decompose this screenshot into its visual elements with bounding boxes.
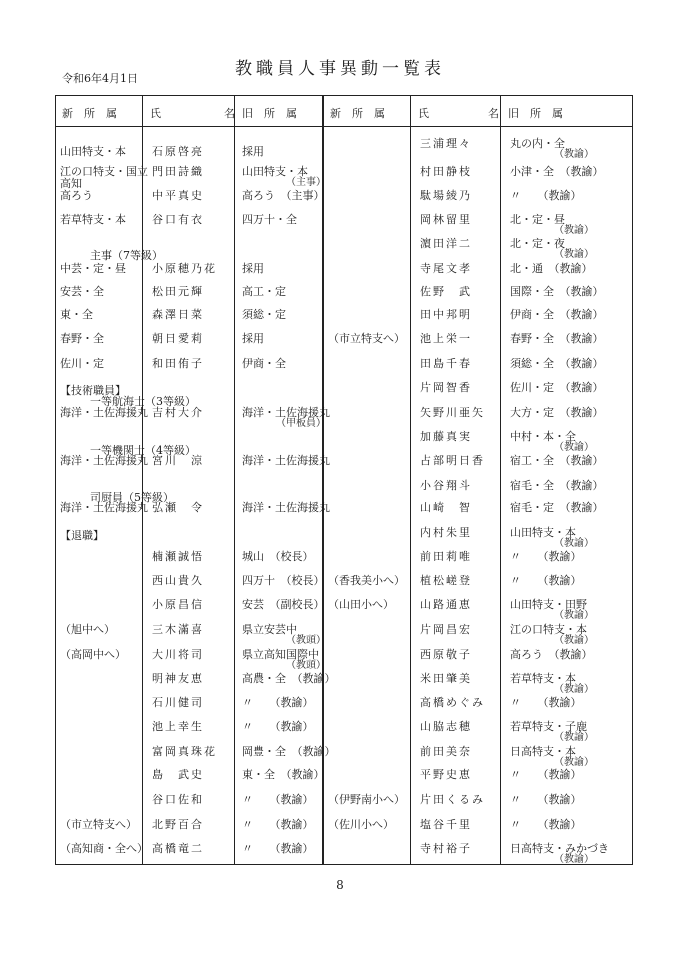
section-kokai3: 一等航海士（3等級） [90, 395, 196, 408]
person-name: 小原昌信 [152, 598, 204, 611]
person-name: 植松嵯登 [420, 574, 472, 587]
old-affiliation-main: 高ろう （教諭） [510, 648, 593, 661]
person-name: 吉村大介 [152, 406, 204, 419]
person-name: 片田くるみ [420, 793, 485, 806]
old-affiliation [510, 673, 598, 696]
person-name: 佐野 武 [420, 285, 472, 298]
old-affiliation [242, 455, 330, 466]
person-name: 西原敬子 [420, 648, 472, 661]
new-affiliation: 若草特支・本 [60, 213, 126, 226]
old-affiliation [510, 842, 609, 866]
old-affiliation-main: 宿毛・定 （教諭） [510, 501, 604, 514]
section-gijutsu: 【技術職員】 [60, 384, 126, 397]
old-affiliation-main: 日高特支・本 [510, 745, 576, 758]
new-affiliation: 海洋・土佐海援丸 [60, 454, 148, 467]
person-name: 山脇志穂 [420, 720, 472, 733]
section-shuji7: 主事（7等級） [90, 249, 163, 262]
page-number: 8 [336, 878, 344, 892]
person-name: 小原穂乃花 [152, 262, 217, 275]
old-affiliation [242, 166, 330, 189]
old-affiliation [510, 501, 604, 514]
person-name: 西山貴久 [152, 574, 204, 587]
new-affiliation: （山田小へ） [328, 598, 394, 611]
old-affiliation [242, 624, 330, 647]
old-affiliation [242, 672, 336, 685]
old-affiliation [510, 308, 604, 321]
old-affiliation [242, 819, 330, 830]
old-affiliation-main: 山田特支・田野 [510, 598, 587, 611]
person-name: 明神友恵 [152, 672, 204, 685]
old-position: （教頭） [286, 635, 326, 646]
person-name: 駄場綾乃 [420, 189, 472, 202]
old-affiliation [242, 214, 330, 225]
person-name: 谷口有衣 [152, 213, 204, 226]
new-affiliation: （佐川小へ） [328, 818, 394, 831]
old-affiliation-main: 山田特支・本 [510, 526, 576, 539]
person-name: 石原啓亮 [152, 145, 204, 158]
old-position: （教諭） [554, 225, 594, 236]
person-name: 前田美奈 [420, 745, 472, 758]
new-affiliation: （高知商・全へ） [60, 842, 148, 855]
new-affiliation: 安芸・全 [60, 285, 104, 298]
person-name: 池上幸生 [152, 720, 204, 733]
old-affiliation-main: 城山 （校長） [242, 550, 314, 563]
old-affiliation-main: 須総・定 [242, 308, 286, 321]
old-affiliation-main: 国際・全 （教諭） [510, 285, 604, 298]
column-divider [142, 96, 143, 864]
old-affiliation-main: 〃 （教諭） [510, 768, 582, 781]
column-divider [410, 96, 411, 864]
old-affiliation [510, 527, 598, 550]
person-name: 田島千春 [420, 357, 472, 370]
person-name: 三木滿喜 [152, 623, 204, 636]
old-affiliation-main: 北・定・昼 [510, 213, 565, 226]
old-affiliation [510, 479, 604, 492]
old-affiliation [242, 745, 336, 758]
person-name: 石川健司 [152, 696, 204, 709]
header-old-affiliation-right: 旧 所 属 [508, 107, 563, 120]
old-affiliation [510, 285, 604, 298]
person-name: 占部明日香 [420, 454, 485, 467]
document-title: 教職員人事異動一覧表 [235, 59, 445, 79]
old-affiliation-main: 〃 （教諭） [510, 793, 582, 806]
old-affiliation [242, 333, 330, 344]
old-affiliation-main: 伊商・全 [242, 357, 286, 370]
old-affiliation [510, 190, 598, 201]
person-name: 大川将司 [152, 648, 204, 661]
old-affiliation-main: 高農・全 （教諭） [242, 672, 336, 685]
old-affiliation-main: 〃 （教諭） [510, 818, 582, 831]
old-affiliation [510, 165, 604, 178]
person-name: 加藤真実 [420, 430, 472, 443]
old-affiliation-main: 須総・全 （教諭） [510, 357, 604, 370]
new-affiliation: （香我美小へ） [328, 574, 405, 587]
old-affiliation-main: 佐川・定 （教諭） [510, 381, 604, 394]
old-affiliation [242, 649, 330, 672]
old-affiliation [510, 431, 598, 454]
old-affiliation [242, 309, 330, 320]
header-old-affiliation-left: 旧 所 属 [242, 107, 297, 120]
person-name: 楠瀬誠悟 [152, 550, 204, 563]
old-affiliation-main: 海洋・土佐海援丸 [242, 406, 330, 419]
old-position: （教諭） [554, 732, 594, 743]
old-affiliation-main: 〃 （教諭） [510, 574, 582, 587]
old-position: （教諭） [554, 684, 594, 695]
old-affiliation [510, 332, 604, 345]
person-name: 片岡昌宏 [420, 623, 472, 636]
header-new-affiliation-left: 新 所 属 [62, 107, 117, 120]
person-name: 森澤日菜 [152, 308, 204, 321]
old-affiliation-main: 北・通 （教諭） [510, 262, 593, 275]
old-affiliation-main: 採用 [242, 262, 264, 275]
old-affiliation [510, 624, 598, 647]
old-affiliation [242, 358, 330, 369]
old-affiliation-main: 江の口特支・本 [510, 623, 587, 636]
old-affiliation-main: 県立安芸中 [242, 623, 297, 636]
old-affiliation [242, 502, 330, 513]
old-position: （甲板員） [276, 418, 326, 429]
old-position: （教諭） [554, 757, 594, 768]
person-name: 平野史恵 [420, 768, 472, 781]
person-name: 寺村裕子 [420, 842, 472, 855]
old-affiliation-main: 海洋・土佐海援丸 [242, 501, 330, 514]
old-affiliation-main: 岡豊・全 （教諭） [242, 745, 336, 758]
new-affiliation: 海洋・土佐海援丸 [60, 406, 148, 419]
old-affiliation-main: 高ろう （主事） [242, 189, 325, 202]
column-divider [500, 96, 501, 864]
old-affiliation-main: 四万十 （校長） [242, 574, 325, 587]
old-affiliation-main: 県立高知国際中 [242, 648, 319, 661]
person-name: 高橋めぐみ [420, 696, 485, 709]
header-name-right-b: 名 [488, 107, 499, 120]
person-name: 中平真史 [152, 189, 204, 202]
old-affiliation-main: 〃 （教諭） [242, 720, 314, 733]
person-name: 谷口佐和 [152, 793, 204, 806]
old-affiliation [510, 381, 604, 394]
person-name: 高橋竜二 [152, 842, 204, 855]
old-affiliation [242, 843, 330, 854]
person-name: 島 武史 [152, 768, 204, 781]
old-affiliation [510, 769, 598, 780]
old-position: （教諭） [554, 249, 594, 260]
old-affiliation [510, 551, 598, 562]
old-affiliation-main: 〃 （教諭） [510, 696, 582, 709]
old-affiliation-main: 宿工・全 （教諭） [510, 454, 604, 467]
new-affiliation: （伊野南小へ） [328, 793, 405, 806]
person-name: 田中邦明 [420, 308, 472, 321]
header-name-right-a: 氏 [418, 107, 429, 120]
person-name: 宮川 涼 [152, 454, 204, 467]
person-name: 池上栄一 [420, 332, 472, 345]
person-name: 松田元輝 [152, 285, 204, 298]
old-position: （教諭） [554, 610, 594, 621]
old-affiliation [510, 721, 598, 744]
new-affiliation: 江の口特支・国立高知 [60, 165, 148, 190]
old-position: （教諭） [554, 149, 594, 160]
old-affiliation-main: 丸の内・全 [510, 137, 565, 150]
old-affiliation-main: 高工・定 [242, 285, 286, 298]
old-affiliation-main: 伊商・全 （教諭） [510, 308, 604, 321]
old-affiliation-main: 四万十・全 [242, 213, 297, 226]
person-name: 矢野川亜矢 [420, 406, 485, 419]
new-affiliation: 高ろう [60, 189, 93, 202]
old-affiliation-main: 日高特支・みかづき [510, 842, 609, 855]
old-affiliation-main: 採用 [242, 145, 264, 158]
old-affiliation [510, 263, 598, 274]
old-affiliation [510, 599, 598, 622]
old-affiliation [510, 454, 604, 467]
new-affiliation: 春野・全 [60, 332, 104, 345]
old-affiliation-main: 若草特支・本 [510, 672, 576, 685]
section-taishoku: 【退職】 [60, 529, 104, 542]
new-affiliation: （市立特支へ） [60, 818, 137, 831]
new-affiliation: （市立特支へ） [328, 332, 405, 345]
person-name: 弘瀬 令 [152, 501, 204, 514]
section-shireiin5: 司厨員（5等級） [90, 491, 174, 504]
old-affiliation-main: 宿毛・全 （教諭） [510, 479, 604, 492]
old-affiliation [510, 238, 598, 261]
old-affiliation [242, 769, 330, 780]
document-date: 令和6年4月1日 [62, 72, 138, 85]
person-name: 寺尾文孝 [420, 262, 472, 275]
old-affiliation-main: 〃 （教諭） [242, 842, 314, 855]
old-affiliation [242, 551, 330, 562]
new-affiliation: （高岡中へ） [60, 648, 126, 661]
old-affiliation [242, 286, 330, 297]
old-affiliation [242, 697, 330, 708]
old-affiliation [510, 575, 598, 586]
person-name: 富岡真珠花 [152, 745, 217, 758]
old-position: （教諭） [554, 854, 594, 865]
old-affiliation-main: 〃 （教諭） [510, 189, 582, 202]
personnel-table [55, 95, 633, 865]
old-affiliation-main: 東・全 （教諭） [242, 768, 325, 781]
person-name: 濵田洋二 [420, 237, 472, 250]
old-affiliation-main: 〃 （教諭） [242, 793, 314, 806]
old-position: （教諭） [554, 442, 594, 453]
old-affiliation [510, 794, 598, 805]
person-name: 和田侑子 [152, 357, 204, 370]
header-name-left-b: 名 [224, 107, 235, 120]
person-name: 門田詩織 [152, 165, 204, 178]
old-affiliation-main: 大方・定 （教諭） [510, 406, 604, 419]
person-name: 朝日愛莉 [152, 332, 204, 345]
old-position: （教諭） [554, 538, 594, 549]
old-affiliation-main: 山田特支・本 [242, 165, 308, 178]
person-name: 塩谷千里 [420, 818, 472, 831]
person-name: 岡林留里 [420, 213, 472, 226]
old-affiliation-main: 小津・全 （教諭） [510, 165, 604, 178]
old-affiliation-main: 安芸 （副校長） [242, 598, 325, 611]
old-affiliation-main: 〃 （教諭） [242, 818, 314, 831]
old-position: （教諭） [554, 635, 594, 646]
old-affiliation-main: 北・定・夜 [510, 237, 565, 250]
old-affiliation [242, 263, 330, 274]
old-affiliation-main: 春野・全 （教諭） [510, 332, 604, 345]
section-kikan4: 一等機関士（4等級） [90, 444, 196, 457]
old-affiliation [510, 746, 598, 769]
old-affiliation-main: 海洋・土佐海援丸 [242, 454, 330, 467]
old-affiliation [510, 214, 598, 237]
person-name: 山崎 智 [420, 501, 472, 514]
old-affiliation [242, 407, 330, 430]
new-affiliation: 佐川・定 [60, 357, 104, 370]
old-affiliation [242, 190, 330, 201]
old-affiliation [510, 819, 598, 830]
person-name: 三浦理々 [420, 137, 472, 150]
old-affiliation [510, 357, 604, 370]
old-affiliation-main: 〃 （教諭） [510, 550, 582, 563]
new-affiliation: （旭中へ） [60, 623, 115, 636]
person-name: 村田静枝 [420, 165, 472, 178]
person-name: 小谷翔斗 [420, 479, 472, 492]
new-affiliation: 中芸・定・昼 [60, 262, 126, 275]
old-position: （教頭） [286, 660, 326, 671]
header-name-left-a: 氏 [150, 107, 161, 120]
old-affiliation [510, 649, 598, 660]
person-name: 片岡智香 [420, 381, 472, 394]
column-divider [234, 96, 235, 864]
person-name: 山路通恵 [420, 598, 472, 611]
old-affiliation [510, 697, 598, 708]
new-affiliation: 東・全 [60, 308, 93, 321]
person-name: 北野百合 [152, 818, 204, 831]
person-name: 米田肇美 [420, 672, 472, 685]
old-affiliation-main: 〃 （教諭） [242, 696, 314, 709]
header-new-affiliation-right: 新 所 属 [330, 107, 385, 120]
old-position: （主事） [286, 177, 326, 188]
new-affiliation: 海洋・土佐海援丸 [60, 501, 148, 514]
person-name: 内村朱里 [420, 526, 472, 539]
old-affiliation [242, 794, 330, 805]
old-affiliation-main: 若草特支・子鹿 [510, 720, 587, 733]
old-affiliation-main: 中村・本・全 [510, 430, 576, 443]
person-name: 前田莉唯 [420, 550, 472, 563]
old-affiliation-main: 採用 [242, 332, 264, 345]
old-affiliation [510, 138, 598, 161]
old-affiliation [242, 599, 330, 610]
old-affiliation [510, 406, 604, 419]
new-affiliation: 山田特支・本 [60, 145, 126, 158]
old-affiliation [242, 575, 330, 586]
old-affiliation [242, 146, 330, 157]
old-affiliation [242, 721, 330, 732]
